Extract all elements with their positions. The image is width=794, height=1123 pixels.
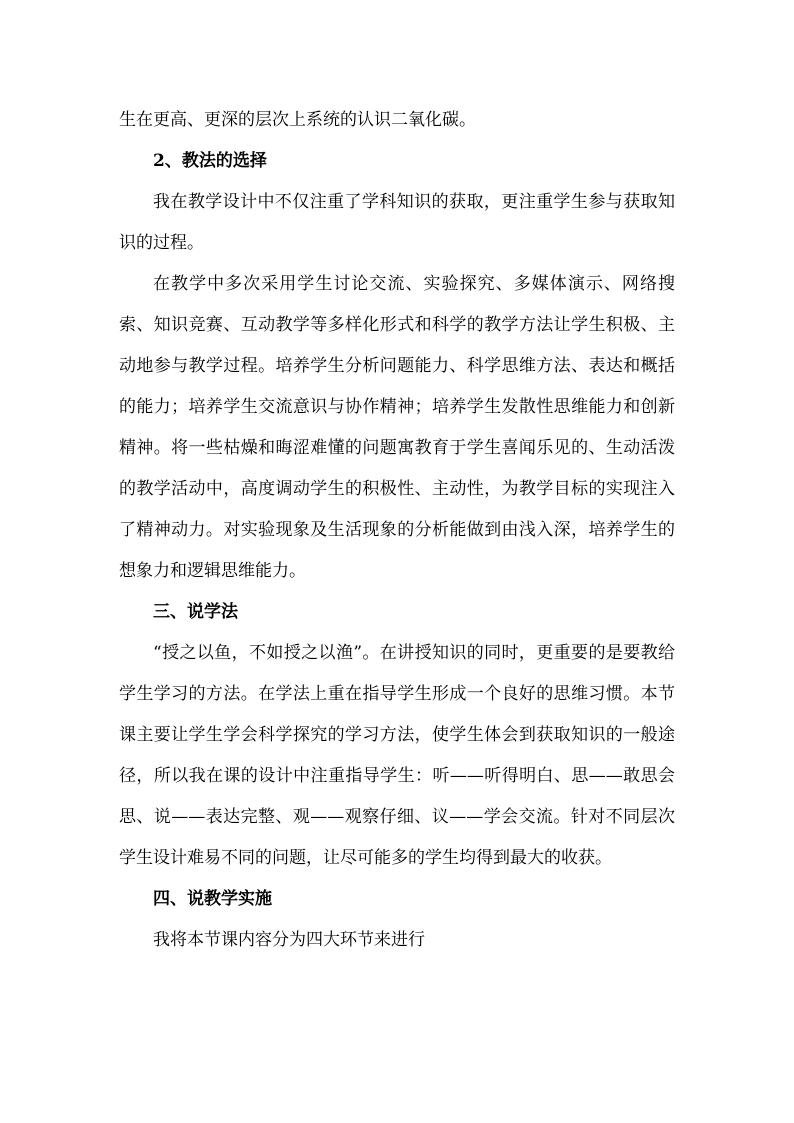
heading-learning-method: 三、说学法 [153, 602, 238, 622]
paragraph-learning-method: “授之以鱼，不如授之以渔”。在讲授知识的同时，更重要的是要教给学生学习的方法。在学法上重在指导学生形成一个良好的思维习惯。本节课主要让学生学会科学探究的学习方法，使学生体会到获取知识的一般途径，所以我在课的设计中注重指导学生：听——听得明白、思——敢思会思、说——表达完整、观——观察仔细、议——学会交流。针对不同层次学生设计难易不同的问题，让尽可能多的学生均得到最大的收获。 [119, 643, 675, 868]
paragraph-teaching-design: 我在教学设计中不仅注重了学科知识的获取，更注重学生参与获取知识的过程。 [119, 192, 675, 253]
document-body [119, 100, 675, 961]
paragraph-continuation: 生在更高、更深的层次上系统的认识二氧化碳。 [119, 110, 476, 130]
paragraph-four-stages: 我将本节课内容分为四大环节来进行 [153, 930, 425, 950]
heading-teaching-method-choice: 2、教法的选择 [153, 151, 267, 171]
paragraph-teaching-methods: 在教学中多次采用学生讨论交流、实验探究、多媒体演示、网络搜索、知识竞赛、互动教学等多样化形式和科学的教学方法让学生积极、主动地参与教学过程。培养学生分析问题能力、科学思维方法、表达和概括的能力；培养学生交流意识与协作精神；培养学生发散性思维能力和创新精神。将一些枯燥和晦涩难懂的问题寓教育于学生喜闻乐见的、生动活泼的教学活动中，高度调动学生的积极性、主动性，为教学目标的实现注入了精神动力。对实验现象及生活现象的分析能做到由浅入深，培养学生的想象力和逻辑思维能力。 [119, 274, 675, 581]
heading-teaching-implementation: 四、说教学实施 [153, 889, 272, 909]
